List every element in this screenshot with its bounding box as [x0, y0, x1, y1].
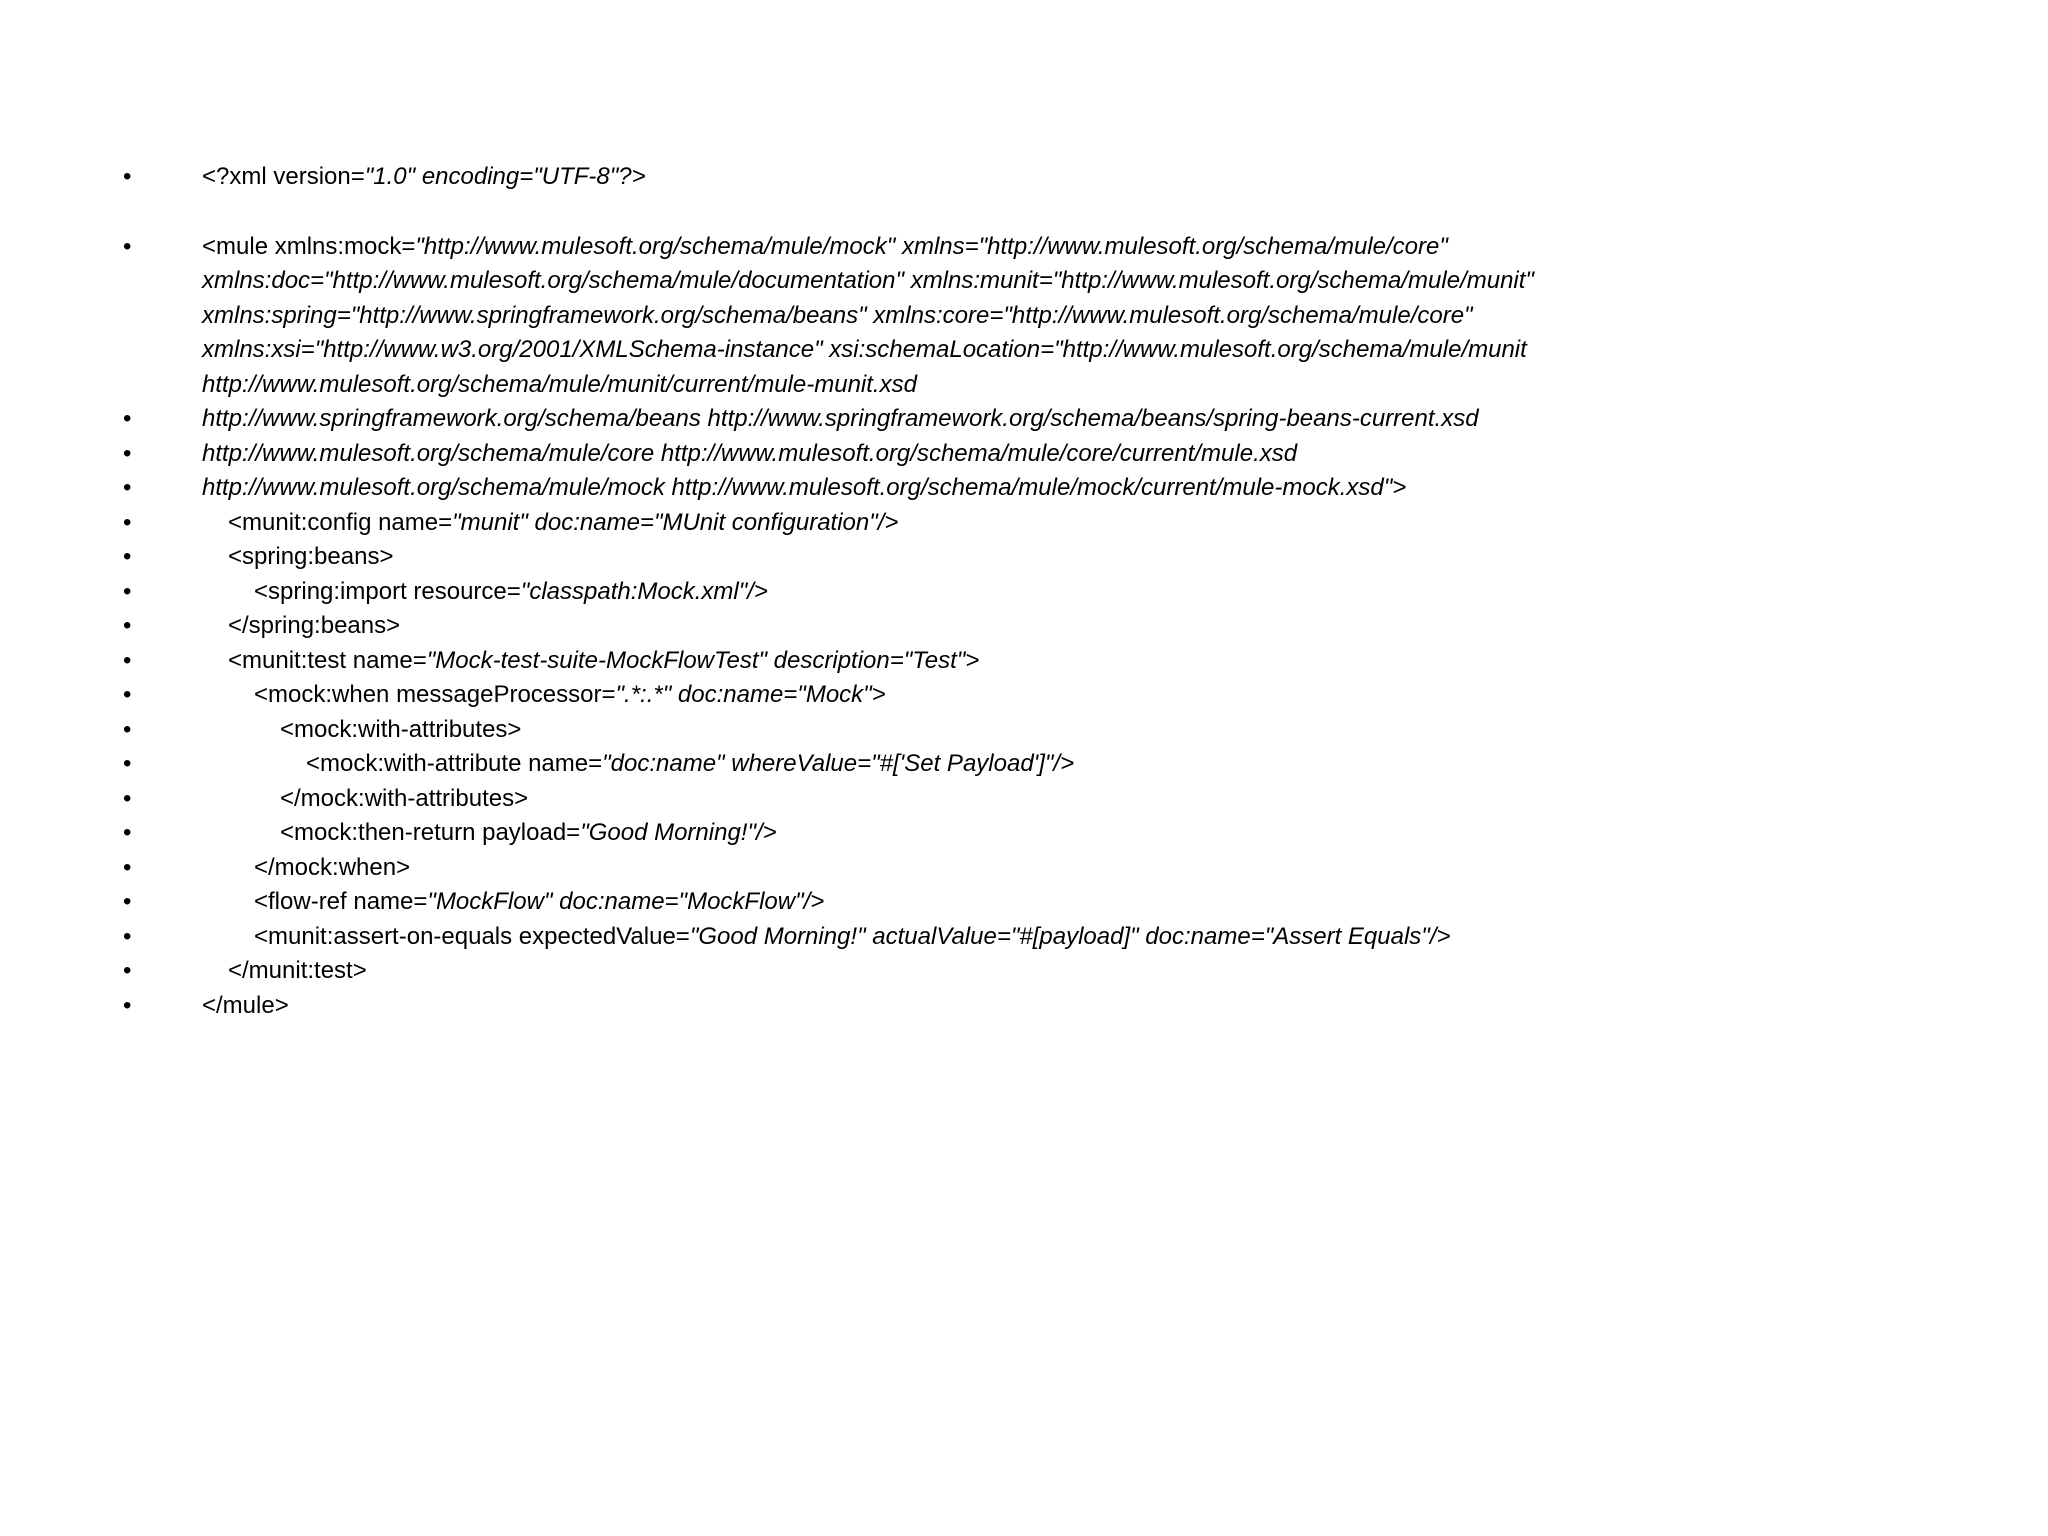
code-line	[0, 678, 2048, 713]
code-line	[0, 782, 2048, 817]
bullet-icon: •	[123, 646, 132, 674]
bullet-icon: •	[123, 163, 132, 190]
bullet-icon: •	[123, 232, 132, 260]
code-line	[0, 160, 2048, 195]
code-tag-text: <mock:with-attribute name=	[306, 750, 603, 777]
code-line	[0, 230, 2048, 403]
code-attribute-value: http://www.mulesoft.org/schema/mule/core http://www.mulesoft.org/schema/mule/core/current/mule.xsd	[202, 439, 1298, 467]
code-tag-text: <?xml version=	[202, 163, 365, 190]
bullet-icon: •	[123, 577, 132, 605]
code-tag-text: <mock:when messageProcessor=	[254, 681, 616, 708]
code-line	[0, 920, 2048, 955]
code-tag-text: </munit:test>	[228, 957, 367, 984]
code-attribute-value: "Good Morning!" actualValue="#[payload]" doc:name="Assert Equals"/>	[689, 922, 1451, 950]
code-attribute-value: ".*:.*" doc:name="Mock">	[615, 681, 886, 708]
code-attribute-value: "doc:name" whereValue="#['Set Payload']"/>	[602, 750, 1075, 777]
code-line	[0, 540, 2048, 575]
bullet-icon: •	[123, 750, 132, 777]
code-tag-text: <spring:import resource=	[254, 577, 521, 605]
code-tag-text: <flow-ref name=	[254, 888, 428, 915]
code-line	[0, 644, 2048, 679]
code-line	[0, 609, 2048, 644]
bullet-icon: •	[123, 681, 132, 708]
code-attribute-value: "http://www.mulesoft.org/schema/mule/mock" xmlns="http://www.mulesoft.org/schema/mule/core" xmlns:doc="http://www.mulesoft.org/schema/mule/documentation" xmlns:munit="http://www.mulesoft.org/schema/mule/munit" xmlns:spring="http://www.springframework.org/schema/beans" xmlns:core="http://www.mulesoft.org/schema/mule/core" xmlns:xsi="http://www.w3.org/2001/XMLSchema-instance" xsi:schemaLocation="http://www.mulesoft.org/schema/mule/munit http://www.mulesoft.org/schema/mule/munit/current/mule-munit.xsd	[202, 232, 1534, 398]
code-tag-text: </mock:with-attributes>	[280, 784, 529, 812]
code-tag-text: </mock:when>	[254, 853, 411, 881]
code-attribute-value: http://www.springframework.org/schema/beans http://www.springframework.org/schema/beans/spring-beans-current.xsd	[202, 405, 1479, 432]
bullet-icon: •	[123, 439, 132, 467]
code-line	[0, 471, 2048, 506]
code-line	[0, 437, 2048, 472]
bullet-icon: •	[123, 612, 132, 639]
code-line	[0, 954, 2048, 989]
code-line	[0, 713, 2048, 748]
bullet-icon: •	[123, 405, 132, 432]
bullet-icon: •	[123, 991, 132, 1019]
code-tag-text: <mock:with-attributes>	[280, 715, 522, 743]
bullet-icon: •	[123, 543, 132, 570]
code-attribute-value: http://www.mulesoft.org/schema/mule/mock http://www.mulesoft.org/schema/mule/mock/current/mule-mock.xsd">	[202, 474, 1407, 501]
code-line	[0, 747, 2048, 782]
bullet-icon: •	[123, 508, 132, 536]
bullet-icon: •	[123, 784, 132, 812]
code-line	[0, 989, 2048, 1024]
code-line	[0, 402, 2048, 437]
code-tag-text: <mule xmlns:mock=	[202, 232, 416, 260]
code-attribute-value: "MockFlow" doc:name="MockFlow"/>	[427, 888, 825, 915]
code-tag-text: <munit:assert-on-equals expectedValue=	[254, 922, 690, 950]
code-attribute-value: "munit" doc:name="MUnit configuration"/>	[452, 508, 899, 536]
code-attribute-value: "Good Morning!"/>	[580, 819, 777, 846]
code-line	[0, 506, 2048, 541]
code-tag-text: <mock:then-return payload=	[280, 819, 581, 846]
code-tag-text: <munit:config name=	[228, 508, 453, 536]
code-tag-text: <munit:test name=	[228, 646, 427, 674]
bullet-icon: •	[123, 474, 132, 501]
code-attribute-value: "1.0" encoding="UTF-8"?>	[364, 163, 646, 190]
code-attribute-value: "Mock-test-suite-MockFlowTest" description="Test">	[426, 646, 980, 674]
code-attribute-value: "classpath:Mock.xml"/>	[520, 577, 768, 605]
bullet-icon: •	[123, 853, 132, 881]
code-line	[0, 575, 2048, 610]
bullet-icon: •	[123, 922, 132, 950]
code-tag-text: </mule>	[202, 991, 289, 1019]
bullet-icon: •	[123, 819, 132, 846]
bullet-icon: •	[123, 957, 132, 984]
code-line	[0, 816, 2048, 851]
code-line	[0, 885, 2048, 920]
code-listing	[0, 160, 2048, 1023]
bullet-icon: •	[123, 888, 132, 915]
bullet-icon: •	[123, 715, 132, 743]
code-tag-text: <spring:beans>	[228, 543, 394, 570]
code-line	[0, 851, 2048, 886]
code-tag-text: </spring:beans>	[228, 612, 401, 639]
